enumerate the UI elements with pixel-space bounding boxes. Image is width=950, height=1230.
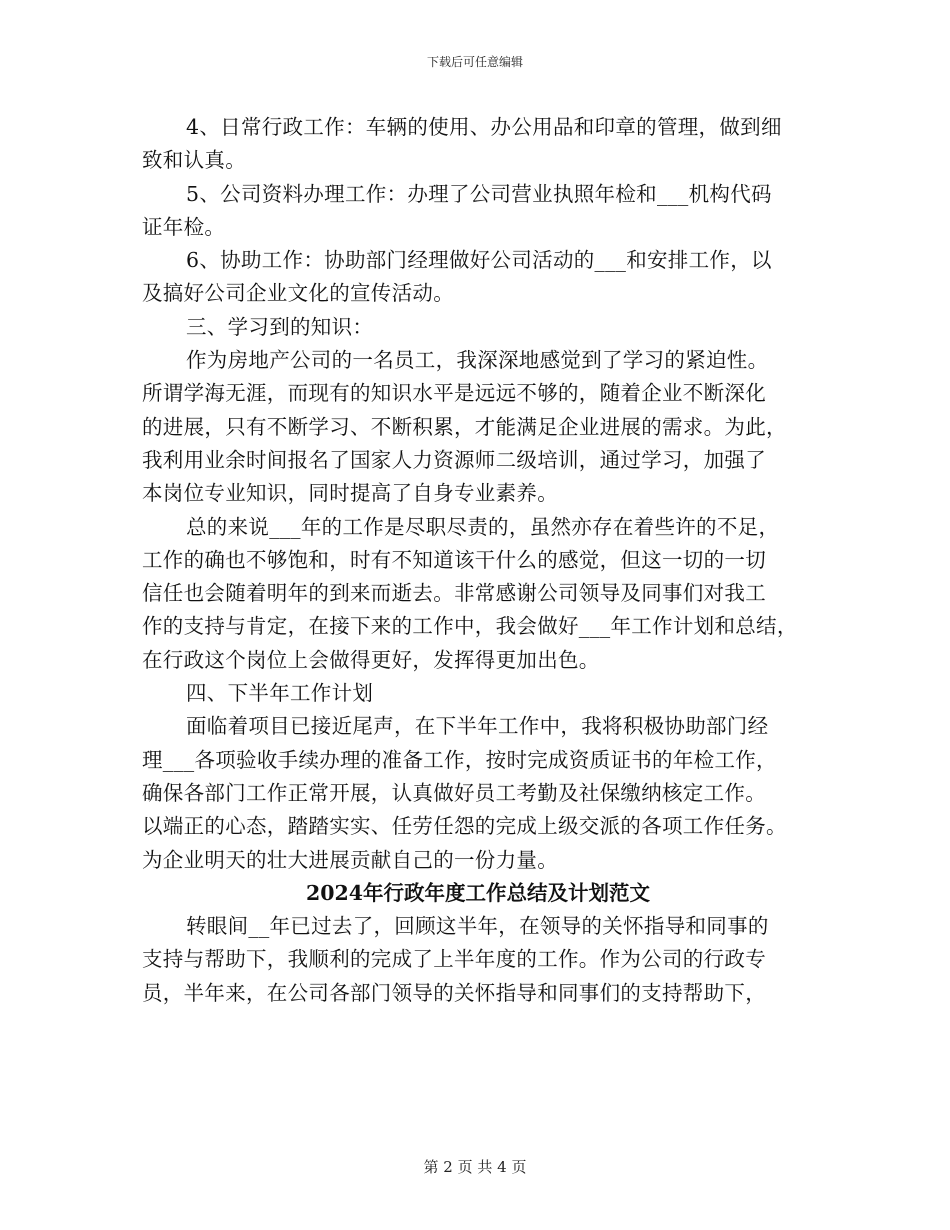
paragraph-line: 4、日常行政工作：车辆的使用、办公用品和印章的管理，做到细 — [186, 115, 782, 139]
paragraph-line: 6、协助工作：协助部门经理做好公司活动的___和安排工作，以 — [186, 248, 772, 273]
paragraph-line: 总的来说___年的工作是尽职尽责的，虽然亦存在着些许的不足， — [186, 514, 780, 539]
paragraph-line: 作为房地产公司的一名员工，我深深地感觉到了学习的紧迫性。 — [186, 348, 769, 373]
paragraph-line: 我利用业余时间报名了国家人力资源师二级培训，通过学习，加强了 — [142, 447, 766, 472]
document-body — [142, 111, 814, 1010]
paragraph-line: 确保各部门工作正常开展，认真做好员工考勤及社保缴纳核定工作。 — [142, 780, 766, 805]
page-footer: 第 2 页 共 4 页 — [423, 1158, 527, 1176]
paragraph-line: 转眼间__年已过去了，回顾这半年，在领导的关怀指导和同事的 — [186, 914, 769, 939]
paragraph-line: 的进展，只有不断学习、不断积累，才能满足企业进展的需求。为此， — [142, 414, 787, 439]
paragraph-line: 工作的确也不够饱和，时有不知道该干什么的感觉，但这一切的一切 — [142, 547, 766, 572]
paragraph-line: 5、公司资料办理工作：办理了公司营业执照年检和___机构代码 — [186, 181, 772, 206]
paragraph-line: 在行政这个岗位上会做得更好，发挥得更加出色。 — [142, 647, 600, 672]
paragraph-line: 本岗位专业知识，同时提高了自身专业素养。 — [142, 481, 558, 506]
paragraph-line: 信任也会随着明年的到来而逝去。非常感谢公司领导及同事们对我工 — [142, 581, 766, 606]
paragraph-line: 以端正的心态，踏踏实实、任劳任怨的完成上级交派的各项工作任务。 — [142, 814, 787, 839]
paragraph-line: 证年检。 — [142, 214, 226, 239]
paragraph-line: 面临着项目已接近尾声，在下半年工作中，我将积极协助部门经 — [186, 714, 769, 739]
paragraph-line: 及搞好公司企业文化的宣传活动。 — [142, 281, 454, 306]
paragraph-line: 作的支持与肯定，在接下来的工作中，我会做好___年工作计划和总结， — [142, 614, 798, 639]
paragraph-line: 理___各项验收手续办理的准备工作，按时完成资质证书的年检工作， — [142, 747, 777, 772]
document-title: 2024年行政年度工作总结及计划范文 — [305, 880, 651, 905]
section-heading: 三、学习到的知识： — [186, 314, 374, 339]
page-header: 下载后可任意编辑 — [426, 55, 523, 69]
paragraph-line: 支持与帮助下，我顺利的完成了上半年度的工作。作为公司的行政专 — [142, 947, 766, 972]
paragraph-line: 为企业明天的壮大进展贡献自己的一份力量。 — [142, 847, 558, 872]
section-heading: 四、下半年工作计划 — [186, 681, 374, 706]
paragraph-line: 员，半年来，在公司各部门领导的关怀指导和同事们的支持帮助下， — [142, 980, 766, 1005]
paragraph-line: 所谓学海无涯，而现有的知识水平是远远不够的，随着企业不断深化 — [142, 381, 766, 406]
paragraph-line: 致和认真。 — [142, 148, 246, 173]
